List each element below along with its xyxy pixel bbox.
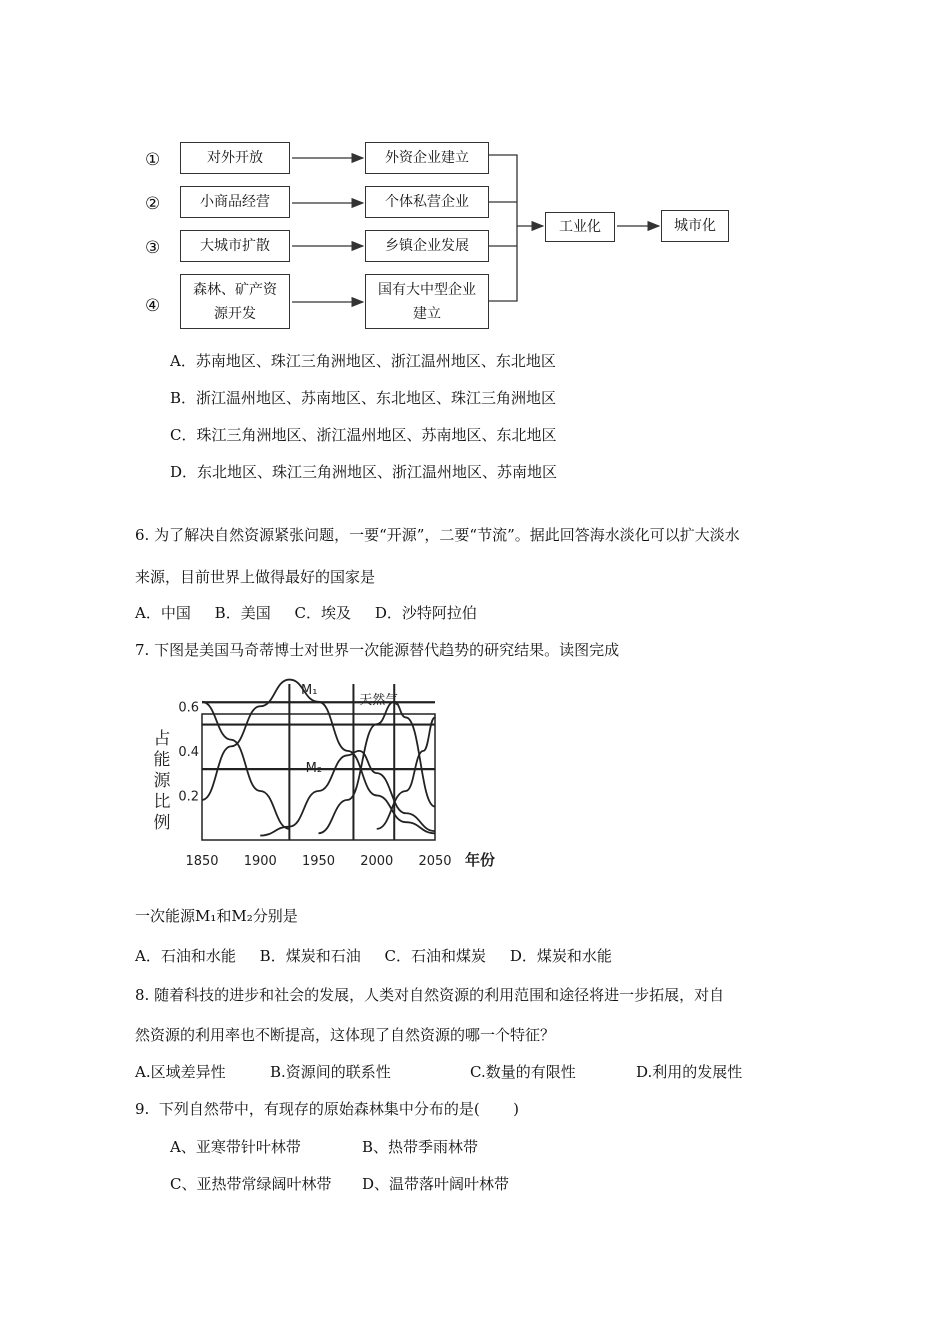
flow-num-3: ③ — [145, 238, 161, 258]
flow-box-resources: 森林、矿产资源开发 — [180, 274, 290, 329]
q9-option-a: A、亚寒带针叶林带 — [170, 1138, 301, 1156]
q7-question: 一次能源M₁和M₂分别是 — [135, 907, 298, 925]
q7-options: A．石油和水能 B．煤炭和石油 C．石油和煤炭 D．煤炭和水能 — [135, 947, 612, 965]
y-axis-label-char: 源 — [153, 771, 171, 791]
q9-stem: 9. 下列自然带中，有现存的原始森林集中分布的是( ) — [135, 1100, 519, 1118]
y-axis-label-char: 占 — [153, 729, 171, 749]
flow-box-urbanization: 城市化 — [661, 210, 729, 242]
x-axis-label: 年份 — [465, 851, 496, 869]
y-tick-label: 0.4 — [178, 744, 199, 760]
series-line-unnamed-4 — [377, 717, 435, 828]
q8-option-a: A.区域差异性 — [135, 1063, 226, 1081]
q6-stem-line1: 6. 为了解决自然资源紧张问题，一要“开源”，二要“节流”。据此回答海水淡化可以扩大淡水 — [135, 526, 740, 544]
y-tick-label: 0.2 — [178, 789, 199, 805]
q5-option-b: B．浙江温州地区、苏南地区、东北地区、珠江三角洲地区 — [170, 389, 557, 407]
flow-num-1: ① — [145, 150, 161, 170]
q5-option-d: D．东北地区、珠江三角洲地区、浙江温州地区、苏南地区 — [170, 463, 558, 481]
x-tick-label: 1850 — [185, 854, 219, 869]
series-label-natural-gas: 天然气 — [359, 693, 399, 708]
x-tick-label: 2050 — [418, 854, 452, 869]
energy-chart — [140, 672, 520, 877]
q8-option-c: C.数量的有限性 — [470, 1063, 576, 1081]
flow-box-private-enterprise: 个体私营企业 — [365, 186, 489, 218]
y-tick-label: 0.6 — [178, 700, 199, 716]
series-label-m2: M₂ — [305, 761, 323, 776]
y-axis-label-char: 能 — [153, 750, 171, 770]
flow-num-2: ② — [145, 194, 161, 214]
q5-option-a: A．苏南地区、珠江三角洲地区、浙江温州地区、东北地区 — [170, 352, 556, 370]
x-tick-label: 1900 — [243, 854, 277, 869]
q9-option-b: B、热带季雨林带 — [362, 1138, 479, 1156]
flow-box-state-enterprise: 国有大中型企业建立 — [365, 274, 489, 329]
q8-stem-line2: 然资源的利用率也不断提高，这体现了自然资源的哪一个特征？ — [135, 1026, 556, 1044]
flow-box-open-up: 对外开放 — [180, 142, 290, 174]
q8-option-b: B.资源间的联系性 — [270, 1063, 391, 1081]
y-axis-label-char: 例 — [153, 813, 171, 833]
flow-box-city-spread: 大城市扩散 — [180, 230, 290, 262]
series-label-m1: M₁ — [301, 683, 318, 698]
flow-box-industrialization: 工业化 — [545, 212, 615, 242]
q8-option-d: D.利用的发展性 — [636, 1063, 743, 1081]
q6-options: A．中国 B．美国 C．埃及 D．沙特阿拉伯 — [135, 604, 477, 622]
flow-box-township-enterprise: 乡镇企业发展 — [365, 230, 489, 262]
q8-stem-line1: 8. 随着科技的进步和社会的发展，人类对自然资源的利用范围和途径将进一步拓展，对自 — [135, 986, 725, 1004]
x-tick-label: 2000 — [360, 854, 394, 869]
q9-option-c: C、亚热带常绿阔叶林带 — [170, 1175, 332, 1193]
q9-option-d: D、温带落叶阔叶林带 — [362, 1175, 510, 1193]
flow-num-4: ④ — [145, 296, 161, 316]
flow-box-foreign-enterprise: 外资企业建立 — [365, 142, 489, 174]
flow-connectors — [0, 0, 950, 340]
series-line-unnamed-3 — [202, 702, 289, 829]
flow-box-small-goods: 小商品经营 — [180, 186, 290, 218]
q7-stem: 7. 下图是美国马奇蒂博士对世界一次能源替代趋势的研究结果。读图完成 — [135, 641, 620, 659]
q6-stem-line2: 来源，目前世界上做得最好的国家是 — [135, 568, 376, 586]
x-tick-label: 1950 — [301, 854, 336, 869]
y-axis-label-char: 比 — [153, 792, 171, 812]
q5-option-c: C．珠江三角洲地区、浙江温州地区、苏南地区、东北地区 — [170, 426, 557, 444]
